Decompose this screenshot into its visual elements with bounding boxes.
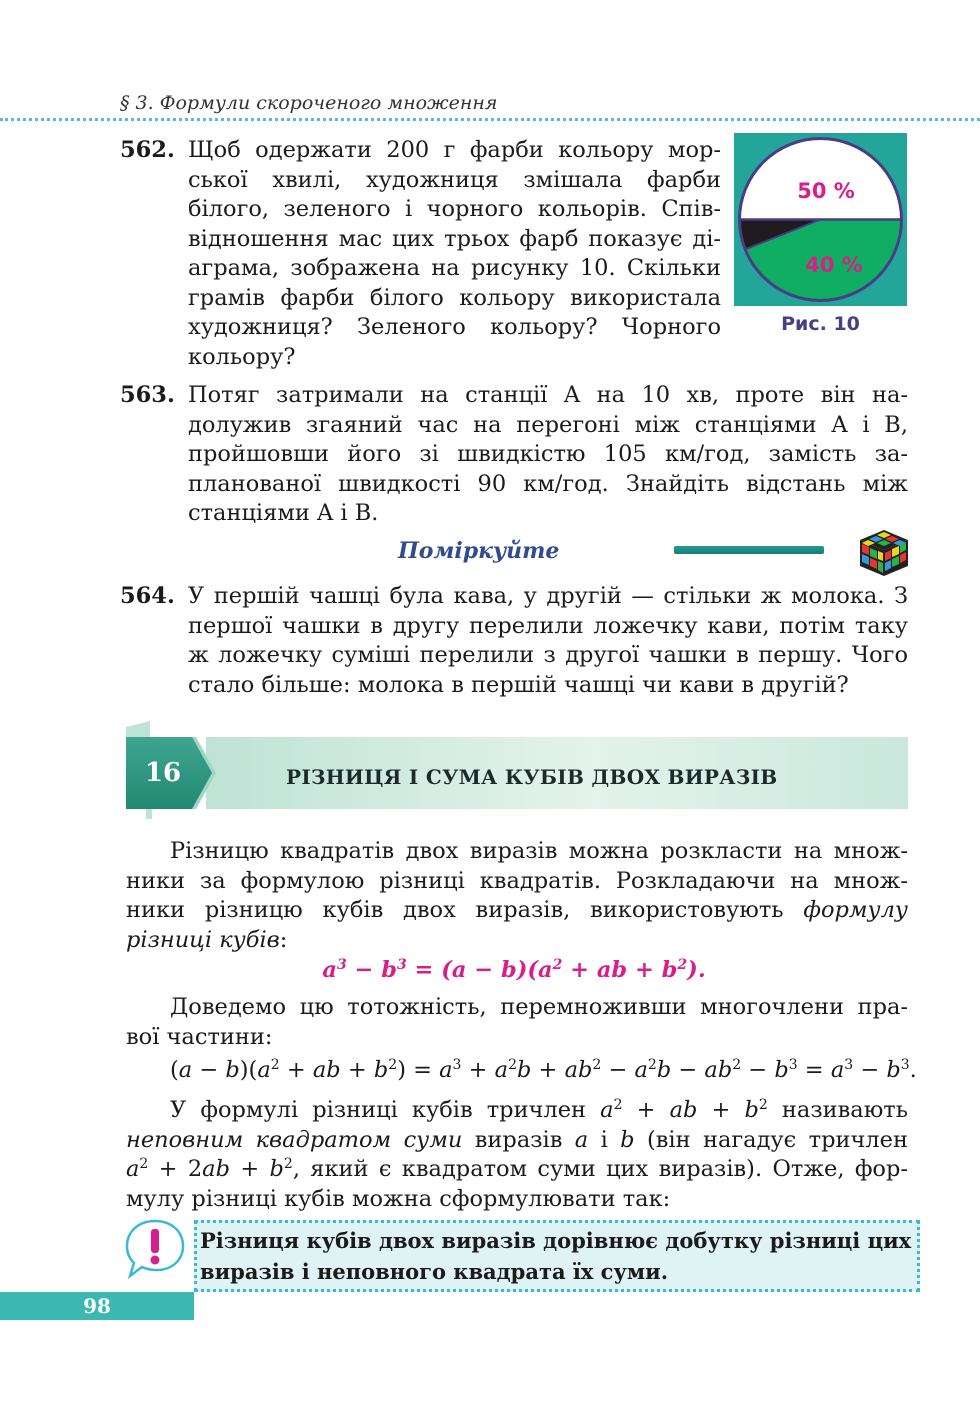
- think-heading: Поміркуйте: [398, 538, 560, 564]
- exercise-562-number: 562.: [120, 137, 175, 163]
- proof-expansion-formula: $(a - b)(a^2$ + ab + $b^2) = a^3 + a^2b + ab^2 - a^2b - ab^2 - b^3 = a^3 - b^3$.: [170, 1057, 917, 1083]
- paragraph-proof-intro: [126, 993, 908, 1052]
- para-line: різниці кубів:: [126, 926, 288, 953]
- ex563-line: долужив згаяний час на перегоні між станціями A і B,: [188, 411, 908, 438]
- ex563-line: планованої швидкості 90 км/год. Знайдіть відстань між: [188, 470, 908, 497]
- paragraph-intro: [126, 837, 908, 955]
- figure-10-pie-diagram: [734, 133, 907, 306]
- ex564-line: першої чашки в другу перелили ложечку кави, потім таку: [188, 612, 908, 639]
- para-line: мулу різниці кубів можна сформулювати так:: [126, 1185, 671, 1212]
- para-line: вої частини:: [126, 1023, 273, 1050]
- section-title: РІЗНИЦЯ І СУМА КУБІВ ДВОХ ВИРАЗІВ: [286, 765, 778, 789]
- exclamation-bubble-icon: [124, 1218, 186, 1280]
- ex562-line: художниця? Зеленого кольору? Чорного: [188, 314, 721, 340]
- running-header: § 3. Формули скороченого множення: [120, 92, 498, 114]
- rubiks-cube-icon: [858, 528, 910, 578]
- para-line: неповним квадратом суми виразів a і b (він нагадує тричлен: [126, 1126, 908, 1153]
- para-line: Різницю квадратів двох виразів можна розкласти на множ-: [170, 838, 908, 864]
- para-line: У формулі різниці кубів тричлен $a^2$ + ab + $b^2$ називають: [170, 1097, 908, 1123]
- para-line: $a^2 + 2ab + b^2$, який є квадратом суми цих виразів). Отже, фор-: [126, 1156, 908, 1182]
- figure-caption: Рис. 10: [781, 313, 860, 335]
- exercise-564-text: [188, 582, 908, 700]
- para-line: ники за формулою різниці квадратів. Розкладаючи на множ-: [126, 867, 908, 894]
- exercise-562-text: [188, 136, 721, 372]
- ex562-line: білого, зеленого і чорного кольорів. Спів-: [188, 196, 721, 222]
- difference-of-cubes-formula: $a^3 - b^3 = (a - b)(a^2$ + ab + $b^2$).: [322, 957, 706, 983]
- ex563-line: пройшовши його зі швидкістю 105 км/год, замість за-: [188, 441, 908, 467]
- ex564-line: ж ложечку суміші перелили з другої чашки в першу. Чого: [188, 642, 908, 668]
- think-bar-decoration: [674, 546, 824, 554]
- header-divider: [0, 118, 980, 121]
- rule-text: [200, 1225, 912, 1287]
- ex562-line: відношення мас цих трьох фарб показує ді-: [188, 225, 721, 252]
- ex564-line: стало більше: молока в першій чашці чи кави в другій?: [188, 671, 849, 698]
- rule-line: Різниця кубів двох виразів дорівнює добутку різниці цих: [200, 1228, 912, 1253]
- ex563-line: Потяг затримали на станції A на 10 хв, проте він на-: [188, 382, 908, 408]
- pie-label-white: 50 %: [797, 179, 855, 203]
- page-number: 98: [83, 1294, 111, 1318]
- ex562-line: грамів фарби білого кольору використала: [188, 284, 721, 311]
- paragraph-incomplete-square: [126, 1096, 908, 1214]
- ex562-line: Щоб одержати 200 г фарби кольору мор-: [188, 137, 721, 163]
- ex562-line: аграма, зображена на рисунку 10. Скільки: [188, 255, 721, 281]
- ex564-line: У першій чашці була кава, у другій — стільки ж молока. З: [188, 583, 908, 609]
- exercise-563-text: [188, 381, 908, 529]
- pie-chart-svg: [734, 133, 907, 306]
- ex562-line: ської хвилі, художниця змішала фарби: [188, 166, 721, 193]
- rule-line: виразів і неповного квадрата їх суми.: [200, 1259, 669, 1284]
- ex563-line: станціями A і B.: [188, 500, 379, 526]
- ex562-line: кольору?: [188, 343, 296, 370]
- exercise-564-number: 564.: [120, 583, 175, 609]
- para-line: ники різницю кубів двох виразів, використовують формулу: [126, 897, 908, 923]
- para-line: Доведемо цю тотожність, перемноживши многочлени пра-: [170, 994, 908, 1020]
- pie-label-green: 40 %: [805, 253, 863, 277]
- section-number: 16: [144, 758, 182, 788]
- exercise-563-number: 563.: [120, 382, 175, 408]
